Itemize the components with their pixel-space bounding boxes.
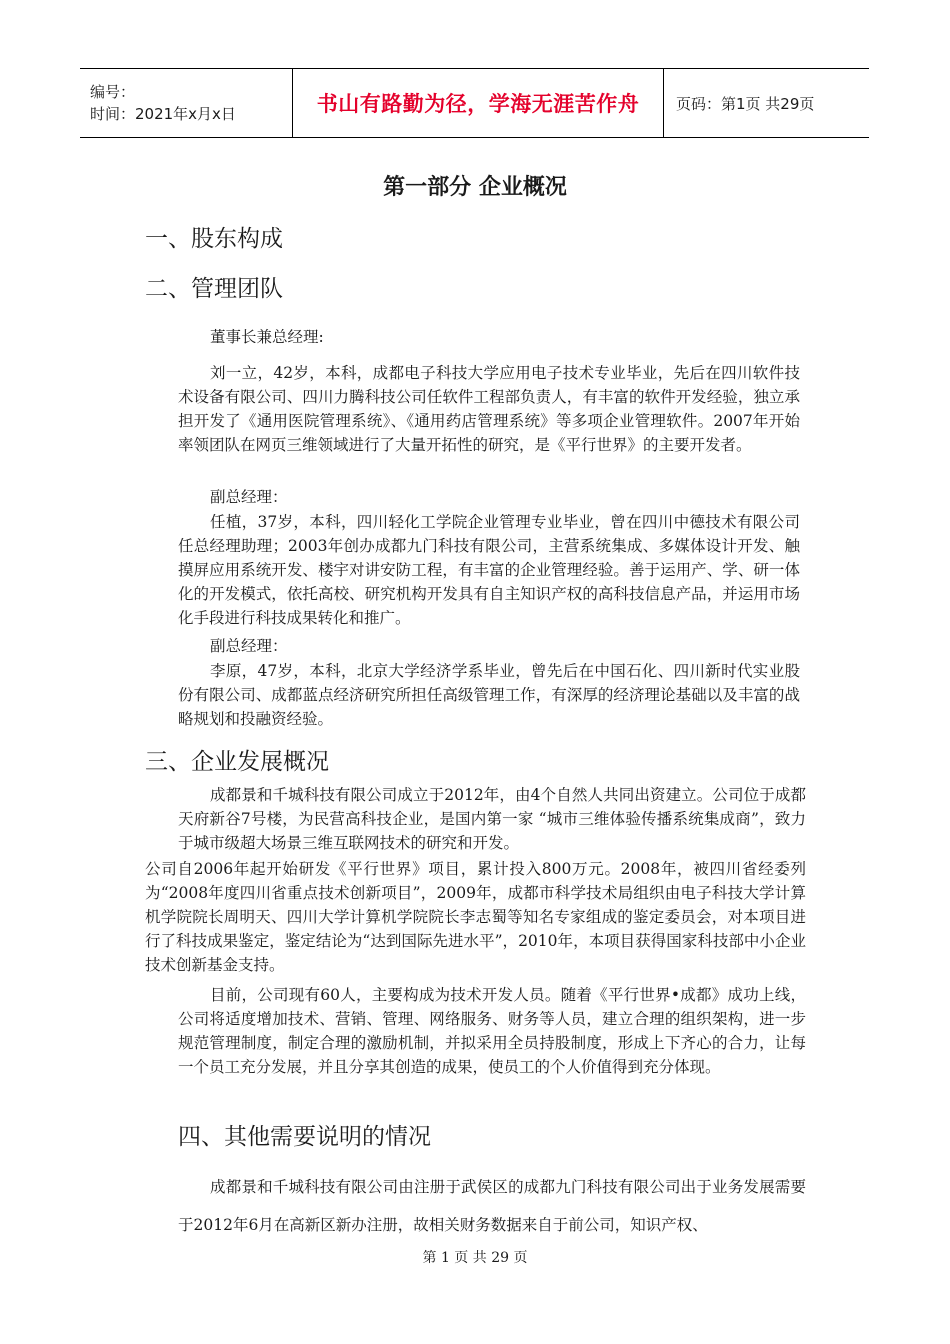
header-page-cell (664, 69, 869, 137)
header-left-cell (80, 69, 293, 137)
chairman-bio: 刘一立，42岁，本科，成都电子科技大学应用电子技术专业毕业，先后在四川软件技术设备有限公司、四川力腾科技公司任软件工程部负责人，有丰富的软件开发经验，独立承担开发了《通用医院管理系统》、《通用药店管理系统》等多项企业管理软件。2007年开始率领团队在网页三维领域进行了大量开拓性的研究，是《平行世界》的主要开发者。 (178, 364, 800, 454)
vp2-bio: 李原，47岁，本科，北京大学经济学系毕业，曾先后在中国石化、四川新时代实业股份有限公司、成都蓝点经济研究所担任高级管理工作，有深厚的经济理论基础以及丰富的战略规划和投融资经验。 (178, 662, 800, 728)
page-footer: 第 1 页 共 29 页 (422, 1250, 528, 1266)
vp1-bio: 任植，37岁，本科，四川轻化工学院企业管理专业毕业，曾在四川中德技术有限公司任总经理助理；2003年创办成都九门科技有限公司，主营系统集成、多媒体设计开发、触摸屏应用系统开发、楼宇对讲安防工程，有丰富的企业管理经验。善于运用产、学、研一体化的开发模式，依托高校、研究机构开发具有自主知识产权的高科技信息产品，并运用市场化手段进行科技成果转化和推广。 (178, 513, 800, 627)
section-heading-other: 四、其他需要说明的情况 (178, 1124, 431, 1150)
header-motto-cell (293, 69, 664, 137)
section-heading-development: 三、企业发展概况 (145, 749, 329, 775)
time-label: 时间：2021年x月x日 (90, 105, 236, 123)
development-paragraph-2: 公司自2006年起开始研发《平行世界》项目，累计投入800万元。2008年，被四川省经委列为“2008年度四川省重点技术创新项目”，2009年，成都市科学技术局组织由电子科技大学计算机学院院长周明天、四川大学计算机学院院长李志蜀等知名专家组成的鉴定委员会，对本项目进行了科技成果鉴定，鉴定结论为“达到国际先进水平”，2010年，本项目获得国家科技部中小企业技术创新基金支持。 (145, 860, 806, 974)
number-label: 编号： (90, 83, 136, 101)
development-paragraph-3: 目前，公司现有60人，主要构成为技术开发人员。随着《平行世界•成都》成功上线，公司将适度增加技术、营销、管理、网络服务、财务等人员，建立合理的组织架构，进一步规范管理制度，制定合理的激励机制，并拟采用全员持股制度，形成上下齐心的合力，让每一个员工充分发展，并且分享其创造的成果，使员工的个人价值得到充分体现。 (178, 986, 806, 1076)
vp2-role: 副总经理： (210, 637, 288, 655)
chairman-role: 董事长兼总经理: (210, 328, 324, 346)
other-paragraph-1: 成都景和千城科技有限公司由注册于武侯区的成都九门科技有限公司出于业务发展需要于2012年6月在高新区新办注册，故相关财务数据来自于前公司，知识产权、 (178, 1178, 806, 1234)
motto: 书山有路勤为径，学海无涯苦作舟 (316, 92, 640, 116)
vp1-role: 副总经理： (210, 488, 288, 506)
section-heading-shareholders: 一、股东构成 (145, 226, 283, 252)
section-heading-management: 二、管理团队 (145, 276, 283, 302)
development-paragraph-1: 成都景和千城科技有限公司成立于2012年，由4个自然人共同出资建立。公司位于成都天府新谷7号楼，为民营高科技企业，是国内第一家 “城市三维体验传播系统集成商”，致力于城市级超大场景三维互联网技术的研究和开发。 (178, 786, 806, 852)
document-title: 第一部分 企业概况 (383, 175, 567, 200)
page-label: 页码：第1页 共29页 (676, 94, 815, 113)
page-header (80, 68, 869, 138)
